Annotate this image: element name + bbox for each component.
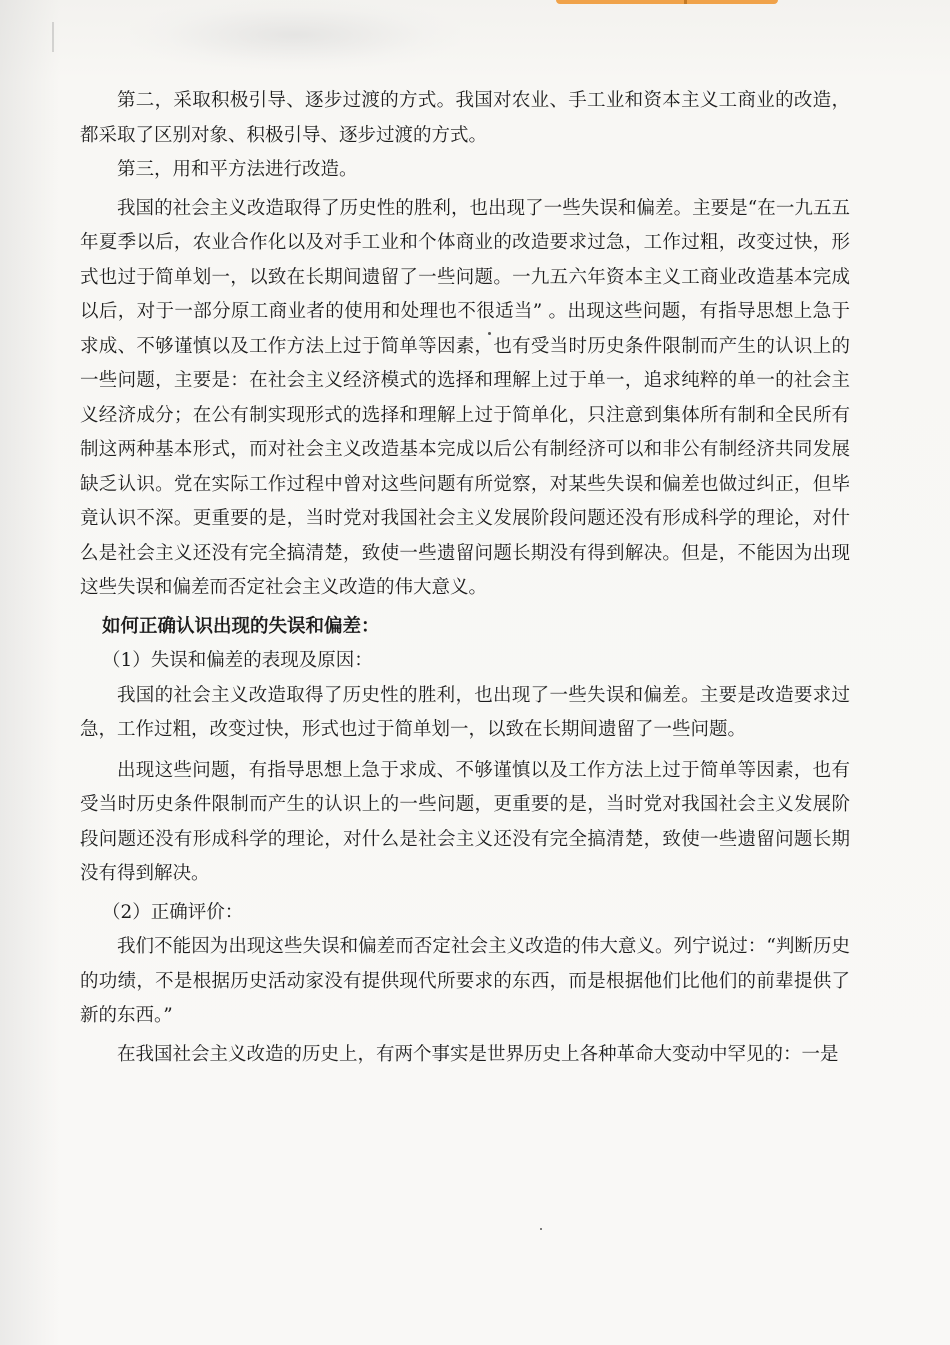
- section-heading: 如何正确认识出现的失误和偏差：: [102, 615, 380, 637]
- subheading-causes: （1）失误和偏差的表现及原因：: [102, 650, 373, 671]
- paragraph-manifestation: 我国的社会主义改造取得了历史性的胜利，也出现了一些失误和偏差。主要是改造要求过急，工作过粗，改变过快，形式也过于简单划一，以致在长期间遗留了一些问题。: [80, 684, 850, 740]
- scan-corner-mark: [52, 22, 54, 52]
- paragraph-peaceful-method: 第三，用和平方法进行改造。: [117, 159, 358, 180]
- paragraph-mistakes-overview: 我国的社会主义改造取得了历史性的胜利，也出现了一些失误和偏差。主要是“在一九五五年夏季以后，农业合作化以及对手工业和个体商业的改造要求过急，工作过粗，改变过快，形式也过于简单划一，以致在长期间遗留了一些问题。一九五六年资本主义工商业改造基本完成以后，对于一部分原工商业者的使用和处理也不很适当” 。出现这些问题，有指导思想上急于求成、不够谨慎以及工作方法上过于简单等因素，也有受当时历史条件限制而产生的认识上的一些问题，主要是：在社会主义经济模式的选择和理解上过于单一，追求纯粹的单一的社会主义经济成分；在公有制实现形式的选择和理解上过于简单化，只注意到集体所有制和全民所有制这两种基本形式，而对社会主义改造基本完成以后公有制经济可以和非公有制经济共同发展缺乏认识。党在实际工作过程中曾对这些问题有所觉察，对某些失误和偏差也做过纠正，但毕竟认识不深。更重要的是，当时党对我国社会主义发展阶段问题还没有形成科学的理论，对什么是社会主义还没有完全搞清楚，致使一些遗留问题长期没有得到解决。但是，不能因为出现这些失误和偏差而否定社会主义改造的伟大意义。: [80, 197, 850, 598]
- document-body: [80, 84, 850, 1072]
- paragraph-causes: 出现这些问题，有指导思想上急于求成、不够谨慎以及工作方法上过于简单等因素，也有受当时历史条件限制而产生的认识上的一些问题，更重要的是，当时党对我国社会主义发展阶段问题还没有形成科学的理论，对什么是社会主义还没有完全搞清楚，致使一些遗留问题长期没有得到解决。: [80, 759, 850, 884]
- paragraph-two-facts: 在我国社会主义改造的历史上，有两个事实是世界历史上各种革命大变动中罕见的：一是: [117, 1043, 839, 1065]
- orange-tab-decoration: [556, 0, 778, 4]
- scan-edge-shadow: [0, 0, 60, 1345]
- subheading-evaluation: （2）正确评价：: [102, 901, 244, 923]
- scan-smudge: [130, 0, 460, 70]
- paragraph-evaluation: 我们不能因为出现这些失误和偏差而否定社会主义改造的伟大意义。列宁说过：“判断历史的功绩，不是根据历史活动家没有提供现代所要求的东西，而是根据他们比他们的前辈提供了新的东西。”: [80, 936, 850, 1026]
- scan-speck: [540, 1228, 542, 1230]
- paragraph-gradual-transition: 第二，采取积极引导、逐步过渡的方式。我国对农业、手工业和资本主义工商业的改造，都采取了区别对象、积极引导、逐步过渡的方式。: [80, 90, 850, 146]
- scan-speck: [488, 332, 491, 335]
